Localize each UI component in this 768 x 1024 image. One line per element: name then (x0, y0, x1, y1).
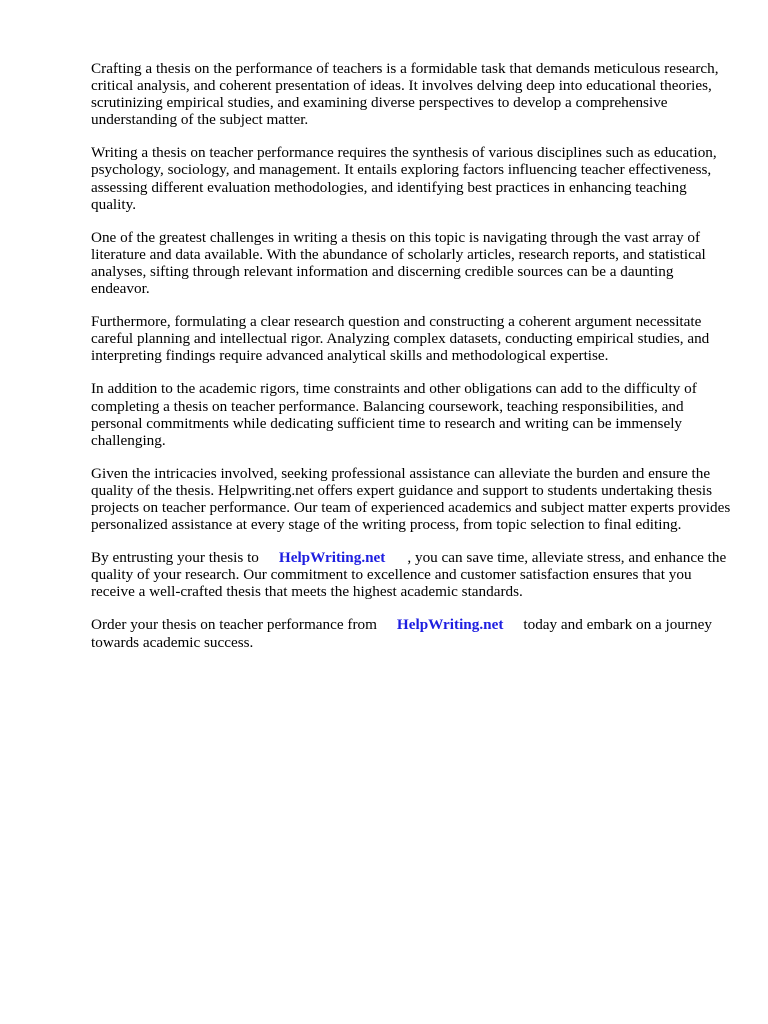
helpwriting-link-2[interactable]: HelpWriting.net (396, 616, 504, 634)
paragraph-7-intro: By entrusting your thesis to (91, 549, 259, 567)
paragraph-5: In addition to the academic rigors, time constraints and other obligations can add to the difficulty of completing a thesis on teacher performance. Balancing coursework, teaching responsibilities, and personal commitments while dedicating sufficient time to research and writing can be immensely challenging. (91, 380, 697, 449)
paragraph-7 (91, 549, 731, 600)
paragraph-1: Crafting a thesis on the performance of teachers is a formidable task that demands meticulous research, critical analysis, and coherent presentation of ideas. It involves delving deep into educational theories, scrutinizing empirical studies, and examining diverse perspectives to develop a comprehensive understanding of the subject matter. (91, 60, 719, 129)
helpwriting-link[interactable]: HelpWriting.net (278, 549, 386, 567)
paragraph-7-rest: , you can save time, alleviate stress, and enhance the quality of your research. Our commitment to excellence and customer satisfaction ensures that you receive a well-crafted thesis that meets the highest academic standards. (91, 549, 727, 601)
paragraph-6: Given the intricacies involved, seeking professional assistance can alleviate the burden and ensure the quality of the thesis. Helpwriting.net offers expert guidance and support to students undertaking thesis projects on teacher performance. Our team of experienced academics and subject matter experts provides personalized assistance at every stage of the writing process, from topic selection to final editing. (91, 464, 731, 534)
paragraph-8-intro: Order your thesis on teacher performance from (91, 616, 377, 634)
paragraph-3: One of the greatest challenges in writing a thesis on this topic is navigating through the vast array of literature and data available. With the abundance of scholarly articles, research reports, and statistical analyses, sifting through relevant information and discerning credible sources can be a daunting endeavor. (91, 228, 706, 298)
document-page (91, 60, 731, 667)
paragraph-8 (91, 616, 731, 650)
paragraph-2: Writing a thesis on teacher performance requires the synthesis of various disciplines such as education, psychology, sociology, and management. It entails exploring factors influencing teacher effectiveness, assessing different evaluation methodologies, and identifying best practices in enhancing teaching quality. (91, 144, 717, 213)
paragraph-4: Furthermore, formulating a clear research question and constructing a coherent argument necessitate careful planning and intellectual rigor. Analyzing complex datasets, conducting empirical studies, and interpreting findings require advanced analytical skills and methodological expertise. (91, 313, 710, 365)
paragraph-8-rest: today and embark on a journey towards academic success. (91, 616, 712, 651)
